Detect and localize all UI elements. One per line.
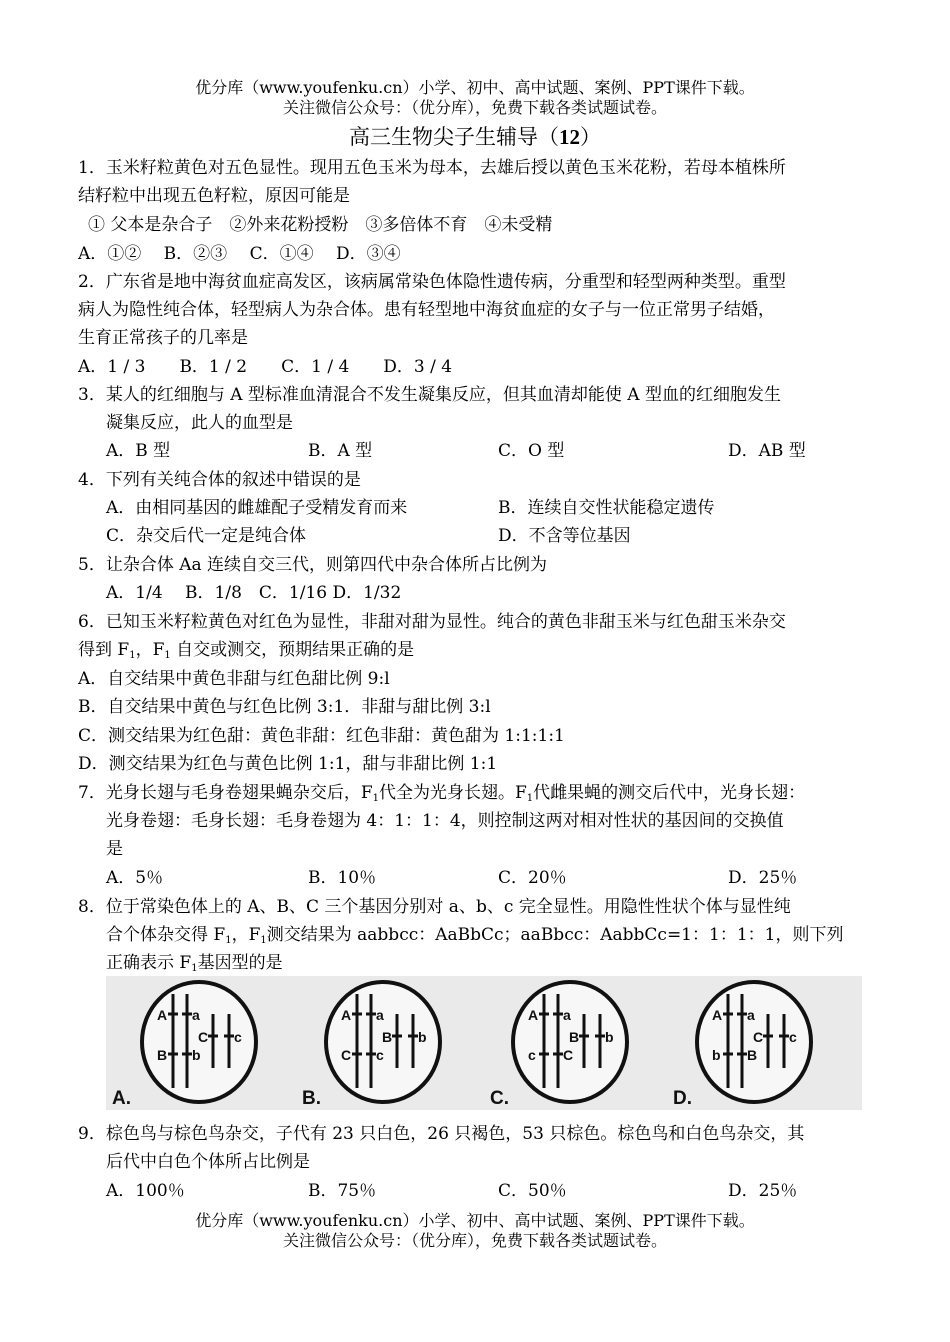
q1-stem-line-1: 1．玉米籽粒黄色对五色显性。现用五色玉米为母本，去雄后授以黄色玉米花粉，若母本植株所 (78, 158, 786, 178)
gene-label: c (376, 1047, 384, 1063)
gene-label: C (198, 1029, 209, 1045)
q5-choices: A．1/4 B．1/8 C．1/16 D．1/32 (106, 583, 402, 603)
q8-sub: 1 (260, 935, 267, 946)
footer-line-1: 优分库（www.youfenku.cn）小学、初中、高中试题、案例、PPT课件下载。 (195, 1211, 755, 1230)
q8-stem-line-1: 8．位于常染色体上的 A、B、C 三个基因分别对 a、b、c 完全显性。用隐性性状个体与显性纯 (78, 897, 791, 917)
footer-line-2: 关注微信公众号：（优分库），免费下载各类试题试卷。 (282, 1231, 667, 1250)
q9-choice-d: D．25％ (728, 1181, 798, 1201)
gene-label: C (341, 1047, 352, 1063)
q9-choice-b: B．75％ (308, 1181, 377, 1201)
gene-label: c (789, 1029, 797, 1045)
q6-text: 自交或测交，预期结果正确的是 (170, 640, 415, 660)
header-line-2: 关注微信公众号：（优分库），免费下载各类试题试卷。 (282, 98, 667, 117)
title-main: 高三生物尖子生辅导（ (349, 125, 559, 149)
q6-stem-line-2 (78, 640, 414, 660)
q1-stem-line-2: 结籽粒中出现五色籽粒，原因可能是 (78, 186, 350, 206)
q8-stem-line-3 (106, 953, 283, 973)
q8-text: ，F (231, 925, 261, 945)
q2-stem-line-2: 病人为隐性纯合体，轻型病人为杂合体。患有轻型地中海贫血症的女子与一位正常男子结婚， (78, 300, 775, 320)
q3-choice-d: D．AB 型 (728, 441, 806, 461)
title-number: 12 (559, 125, 580, 149)
q3-stem-line-2: 凝集反应，此人的血型是 (106, 413, 293, 433)
q4-choice-c: C．杂交后代一定是纯合体 (106, 526, 307, 546)
q6-choice-a: A．自交结果中黄色非甜与红色甜比例 9:l (78, 669, 390, 689)
q6-choice-b: B．自交结果中黄色与红色比例 3:1．非甜与甜比例 3:l (78, 697, 491, 717)
q6-choice-c: C．测交结果为红色甜：黄色非甜：红色非甜：黄色甜为 1:1:1:1 (78, 726, 565, 746)
q4-stem: 4．下列有关纯合体的叙述中错误的是 (78, 470, 361, 490)
q7-sub: 1 (372, 793, 379, 804)
gene-label: C (753, 1029, 764, 1045)
gene-label: A (528, 1007, 539, 1023)
option-label: A. (112, 1088, 131, 1109)
gene-label: a (192, 1007, 200, 1023)
q7-choice-a: A．5％ (106, 868, 164, 888)
q7-text: 代全为光身长翅。F (379, 783, 527, 803)
gene-label: B (382, 1029, 393, 1045)
gene-label: a (747, 1007, 755, 1023)
gene-label: a (563, 1007, 571, 1023)
gene-label: B (747, 1047, 758, 1063)
q8-sub: 1 (225, 935, 232, 946)
q7-text: 7．光身长翅与毛身卷翅果蝇杂交后，F (78, 783, 373, 803)
q9-choice-a: A．100％ (106, 1181, 185, 1201)
q8-stem-line-2 (106, 925, 843, 945)
q9-stem-line-2: 后代中白色个体所占比例是 (106, 1152, 310, 1172)
q6-sub: 1 (164, 650, 171, 661)
option-label: D. (673, 1088, 692, 1109)
gene-label: A (157, 1007, 168, 1023)
gene-label: c (528, 1047, 536, 1063)
q8-text: 测交结果为 aabbcc：AaBbCc；aaBbcc：AabbCc=1：1：1：1，则下列 (266, 925, 844, 945)
gene-label: C (563, 1047, 574, 1063)
q3-stem-line-1: 3．某人的红细胞与 A 型标准血清混合不发生凝集反应，但其血清却能使 A 型血的红细胞发生 (78, 385, 781, 405)
q8-figure-svg (106, 976, 862, 1110)
q4-choice-d: D．不含等位基因 (498, 526, 631, 546)
page-title (0, 124, 950, 150)
q1-choices: A．①② B．②③ C．①④ D．③④ (78, 244, 401, 264)
q3-choice-c: C．O 型 (498, 441, 565, 461)
q6-text: ，F (135, 640, 165, 660)
option-label: C. (490, 1088, 509, 1109)
q2-stem-line-1: 2．广东省是地中海贫血症高发区，该病属常染色体隐性遗传病，分重型和轻型两种类型。重型 (78, 272, 786, 292)
q7-stem-line-3: 是 (106, 839, 123, 859)
gene-label: a (376, 1007, 384, 1023)
q7-stem-line-1 (78, 783, 805, 803)
q6-stem-line-1: 6．已知玉米籽粒黄色对红色为显性，非甜对甜为显性。纯合的黄色非甜玉米与红色甜玉米杂交 (78, 612, 786, 632)
gene-label: B (157, 1047, 168, 1063)
q2-stem-line-3: 生育正常孩子的几率是 (78, 328, 248, 348)
q6-sub: 1 (129, 650, 136, 661)
q7-sub: 1 (526, 793, 534, 804)
gene-label: b (712, 1047, 721, 1063)
option-label: B. (302, 1088, 321, 1109)
q8-text: 基因型的是 (197, 953, 283, 973)
q3-choice-b: B．A 型 (308, 441, 373, 461)
q8-figure (106, 976, 862, 1110)
q7-choice-d: D．25％ (728, 868, 798, 888)
q3-choice-a: A．B 型 (106, 441, 171, 461)
q5-stem: 5．让杂合体 Aa 连续自交三代，则第四代中杂合体所占比例为 (78, 555, 548, 575)
q4-choice-b: B．连续自交性状能稳定遗传 (498, 498, 715, 518)
title-close: ） (580, 125, 601, 149)
q7-choice-c: C．20％ (498, 868, 567, 888)
q7-choice-b: B．10％ (308, 868, 377, 888)
q9-choice-c: C．50％ (498, 1181, 567, 1201)
q9-stem-line-1: 9．棕色鸟与棕色鸟杂交，子代有 23 只白色，26 只褐色，53 只棕色。棕色鸟和白色鸟杂交，其 (78, 1124, 805, 1144)
gene-label: b (605, 1029, 614, 1045)
q2-choices: A．1 / 3 B．1 / 2 C．1 / 4 D．3 / 4 (78, 357, 453, 377)
gene-label: B (569, 1029, 580, 1045)
q4-choice-a: A．由相同基因的雌雄配子受精发育而来 (106, 498, 408, 518)
q7-stem-line-2: 光身卷翅：毛身长翅：毛身卷翅为 4：1：1：4，则控制这两对相对性状的基因间的交换值 (106, 811, 784, 831)
gene-label: c (234, 1029, 242, 1045)
q6-choice-d: D．测交结果为红色与黄色比例 1:1，甜与非甜比例 1:1 (78, 754, 498, 774)
q8-text: 正确表示 F (106, 953, 192, 973)
header-line-1: 优分库（www.youfenku.cn）小学、初中、高中试题、案例、PPT课件下载。 (195, 78, 755, 97)
q7-text: 代雌果蝇的测交后代中，光身长翅： (533, 783, 806, 803)
q8-sub: 1 (191, 963, 198, 974)
q6-text: 得到 F (78, 640, 130, 660)
gene-label: A (712, 1007, 723, 1023)
gene-label: b (418, 1029, 427, 1045)
q1-options: ① 父本是杂合子 ②外来花粉授粉 ③多倍体不育 ④未受精 (88, 215, 553, 235)
gene-label: b (192, 1047, 201, 1063)
gene-label: A (341, 1007, 352, 1023)
q8-text: 合个体杂交得 F (106, 925, 226, 945)
